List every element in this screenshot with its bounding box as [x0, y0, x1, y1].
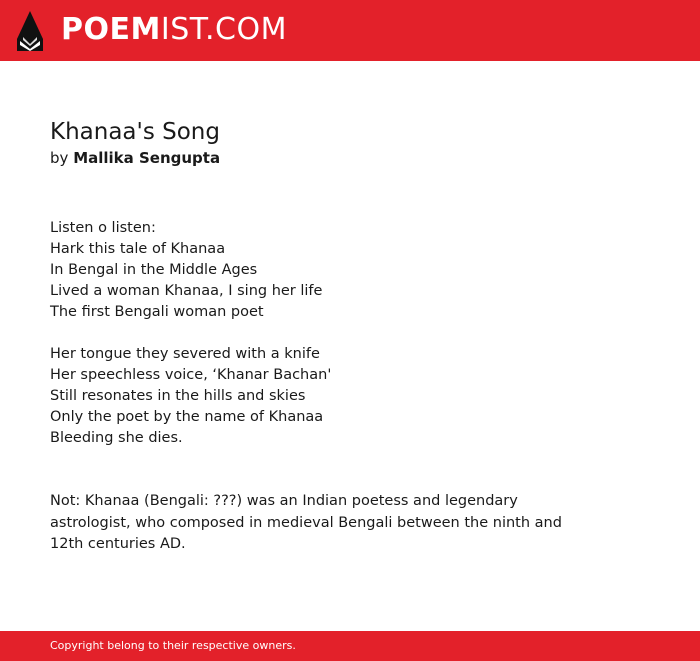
poem-content: [50, 117, 650, 556]
poem-line: The first Bengali woman poet: [50, 304, 264, 320]
site-logo-text[interactable]: [61, 12, 287, 48]
stanza: [50, 218, 650, 323]
poem-line: Listen o listen:: [50, 220, 156, 236]
brand-name-bold: POEM: [61, 12, 161, 47]
poem-body: [50, 218, 650, 449]
poem-line: Her tongue they severed with a knife: [50, 346, 320, 362]
poem-line: Hark this tale of Khanaa: [50, 241, 226, 257]
poem-title: Khanaa's Song: [50, 119, 220, 145]
poem-byline: [50, 148, 650, 169]
site-footer: [0, 631, 700, 661]
by-label: by: [50, 149, 69, 167]
poem-line: Bleeding she dies.: [50, 430, 183, 446]
author-name: Mallika Sengupta: [73, 149, 221, 167]
poem-line: Lived a woman Khanaa, I sing her life: [50, 283, 323, 299]
pencil-tip-icon[interactable]: [17, 11, 43, 51]
site-header: [0, 0, 700, 61]
poem-line: Still resonates in the hills and skies: [50, 388, 306, 404]
poem-note: Not: Khanaa (Bengali: ???) was an Indian poetess and legendary astrologist, who composed in medieval Bengali between the ninth and 12th centuries AD.: [50, 493, 562, 552]
poem-line: Only the poet by the name of Khanaa: [50, 409, 324, 425]
poem-line: Her speechless voice, ‘Khanar Bachan': [50, 367, 332, 383]
copyright-text: Copyright belong to their respective owners.: [50, 639, 296, 652]
stanza: [50, 344, 650, 449]
poem-line: In Bengal in the Middle Ages: [50, 262, 258, 278]
brand-name-light: IST.COM: [160, 12, 287, 47]
